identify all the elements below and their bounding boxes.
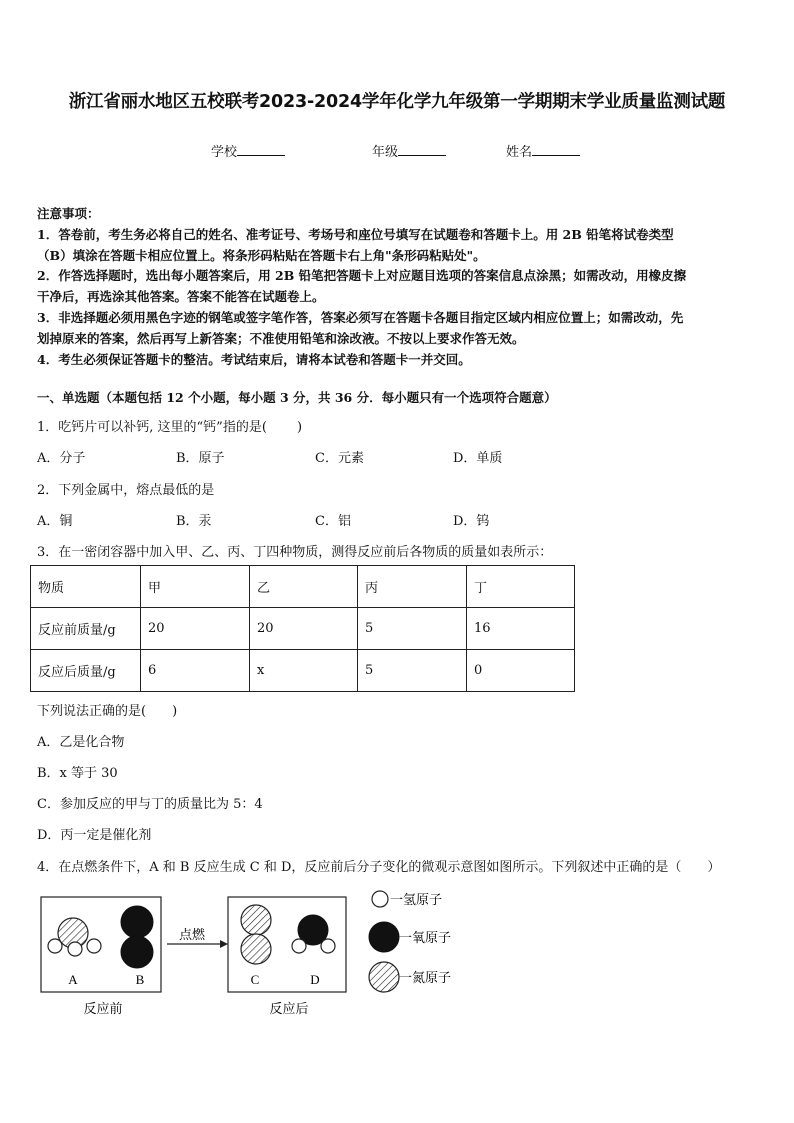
school-field (211, 141, 285, 160)
table-header-cell: 甲 (141, 566, 250, 608)
q2-option-b[interactable]: B．汞 (176, 514, 212, 529)
table-cell: 5 (358, 608, 467, 650)
label-a: A (68, 972, 78, 987)
notes-line: 划掉原来的答案，然后再写上新答案；不准使用铅笔和涂改液。不按以上要求作答无效。 (37, 330, 525, 346)
table-cell: 反应后质量/g (31, 650, 141, 692)
molecule-c (241, 905, 271, 964)
mass-table (30, 565, 575, 692)
grade-field (372, 141, 446, 160)
table-cell: 反应前质量/g (31, 608, 141, 650)
table-row (31, 650, 575, 692)
q4-stem: 4．在点燃条件下，A 和 B 反应生成 C 和 D，反应前后分子变化的微观示意图如图所示。下列叙述中正确的是（ ） (37, 860, 721, 875)
nitrogen-atom-icon (241, 905, 271, 935)
nitrogen-atom-icon (241, 934, 271, 964)
table-cell: 20 (250, 608, 358, 650)
name-blank[interactable] (532, 143, 580, 156)
oxygen-legend-icon (369, 922, 399, 952)
notes-block (37, 204, 762, 370)
table-header-cell: 丁 (467, 566, 575, 608)
hydrogen-legend-icon (372, 891, 388, 907)
table-cell: 6 (141, 650, 250, 692)
molecule-b (121, 906, 153, 968)
notes-line: 4．考生必须保证答题卡的整洁。考试结束后，请将本试卷和答题卡一并交回。 (37, 351, 471, 367)
hydrogen-atom-icon (292, 939, 306, 953)
arrow-label: 点燃 (178, 928, 206, 943)
molecule-a (48, 918, 101, 956)
grade-blank[interactable] (398, 143, 446, 156)
q1-stem: 1．吃钙片可以补钙, 这里的“钙”指的是( ) (37, 420, 303, 435)
name-label: 姓名 (506, 145, 533, 160)
notes-heading: 注意事项： (37, 206, 100, 221)
table-cell: 5 (358, 650, 467, 692)
notes-line: 1．答卷前，考生务必将自己的姓名、准考证号、考场号和座位号填写在试题卷和答题卡上。用 2B 铅笔将试卷类型 (37, 226, 674, 242)
q3-stem: 3．在一密闭容器中加入甲、乙、丙、丁四种物质，测得反应前后各物质的质量如表所示： (37, 545, 553, 560)
label-d: D (310, 972, 320, 987)
hydrogen-atom-icon (321, 939, 335, 953)
page-title: 浙江省丽水地区五校联考2023-2024学年化学九年级第一学期期末学业质量监测试题 (68, 92, 726, 112)
q2-stem: 2．下列金属中，熔点最低的是 (37, 483, 215, 498)
q3-option-a[interactable]: A．乙是化合物 (37, 735, 125, 750)
q2-option-d[interactable]: D．钨 (453, 514, 490, 529)
before-caption: 反应前 (83, 1002, 123, 1017)
nitrogen-legend-icon (369, 962, 399, 992)
label-c: C (250, 972, 260, 987)
table-header-row (31, 566, 575, 608)
section-title: 一、单选题（本题包括 12 个小题，每小题 3 分，共 36 分．每小题只有一个选项符合题意） (37, 390, 557, 405)
table-cell: 16 (467, 608, 575, 650)
legend-hydrogen: 一氢原子 (390, 893, 443, 908)
reaction-diagram (30, 882, 470, 1022)
table-cell: 0 (467, 650, 575, 692)
legend-oxygen: 一氧原子 (399, 931, 452, 946)
notes-line: 3．非选择题必须用黑色字迹的钢笔或签字笔作答，答案必须写在答题卡各题目指定区域内相应位置上；如需改动，先 (37, 309, 684, 325)
grade-label: 年级 (372, 145, 399, 160)
notes-line: 干净后，再选涂其他答案。答案不能答在试题卷上。 (37, 289, 325, 305)
q1-option-c[interactable]: C．元素 (315, 451, 364, 466)
table-header-cell: 丙 (358, 566, 467, 608)
hydrogen-atom-icon (87, 939, 101, 953)
q1-option-d[interactable]: D．单质 (453, 451, 503, 466)
q2-option-a[interactable]: A．铜 (37, 514, 73, 529)
label-b: B (135, 972, 145, 987)
table-cell: 20 (141, 608, 250, 650)
school-label: 学校 (211, 145, 238, 160)
table-row (31, 608, 575, 650)
q2-option-c[interactable]: C．铝 (315, 514, 351, 529)
arrow-head-icon (220, 940, 228, 948)
name-field (506, 141, 580, 160)
oxygen-atom-icon (121, 936, 153, 968)
table-header-cell: 乙 (250, 566, 358, 608)
q3-followup: 下列说法正确的是( ) (37, 704, 178, 719)
table-header-cell: 物质 (31, 566, 141, 608)
table-cell: x (250, 650, 358, 692)
q3-option-b[interactable]: B．x 等于 30 (37, 766, 118, 781)
legend-nitrogen: 一氮原子 (399, 971, 452, 986)
oxygen-atom-icon (121, 906, 153, 938)
molecule-d (292, 915, 335, 953)
q3-option-d[interactable]: D．丙一定是催化剂 (37, 828, 152, 843)
q1-option-a[interactable]: A．分子 (37, 451, 86, 466)
hydrogen-atom-icon (48, 939, 62, 953)
school-blank[interactable] (237, 143, 285, 156)
notes-line: 2．作答选择题时，选出每小题答案后，用 2B 铅笔把答题卡上对应题目选项的答案信息点涂黑；如需改动，用橡皮擦 (37, 268, 687, 284)
q3-option-c[interactable]: C．参加反应的甲与丁的质量比为 5：4 (37, 797, 263, 812)
hydrogen-atom-icon (68, 942, 82, 956)
legend (369, 891, 451, 992)
notes-line: （B）填涂在答题卡相应位置上。将条形码粘贴在答题卡右上角"条形码粘贴处"。 (37, 247, 486, 263)
after-caption: 反应后 (269, 1002, 309, 1017)
q1-option-b[interactable]: B．原子 (176, 451, 225, 466)
